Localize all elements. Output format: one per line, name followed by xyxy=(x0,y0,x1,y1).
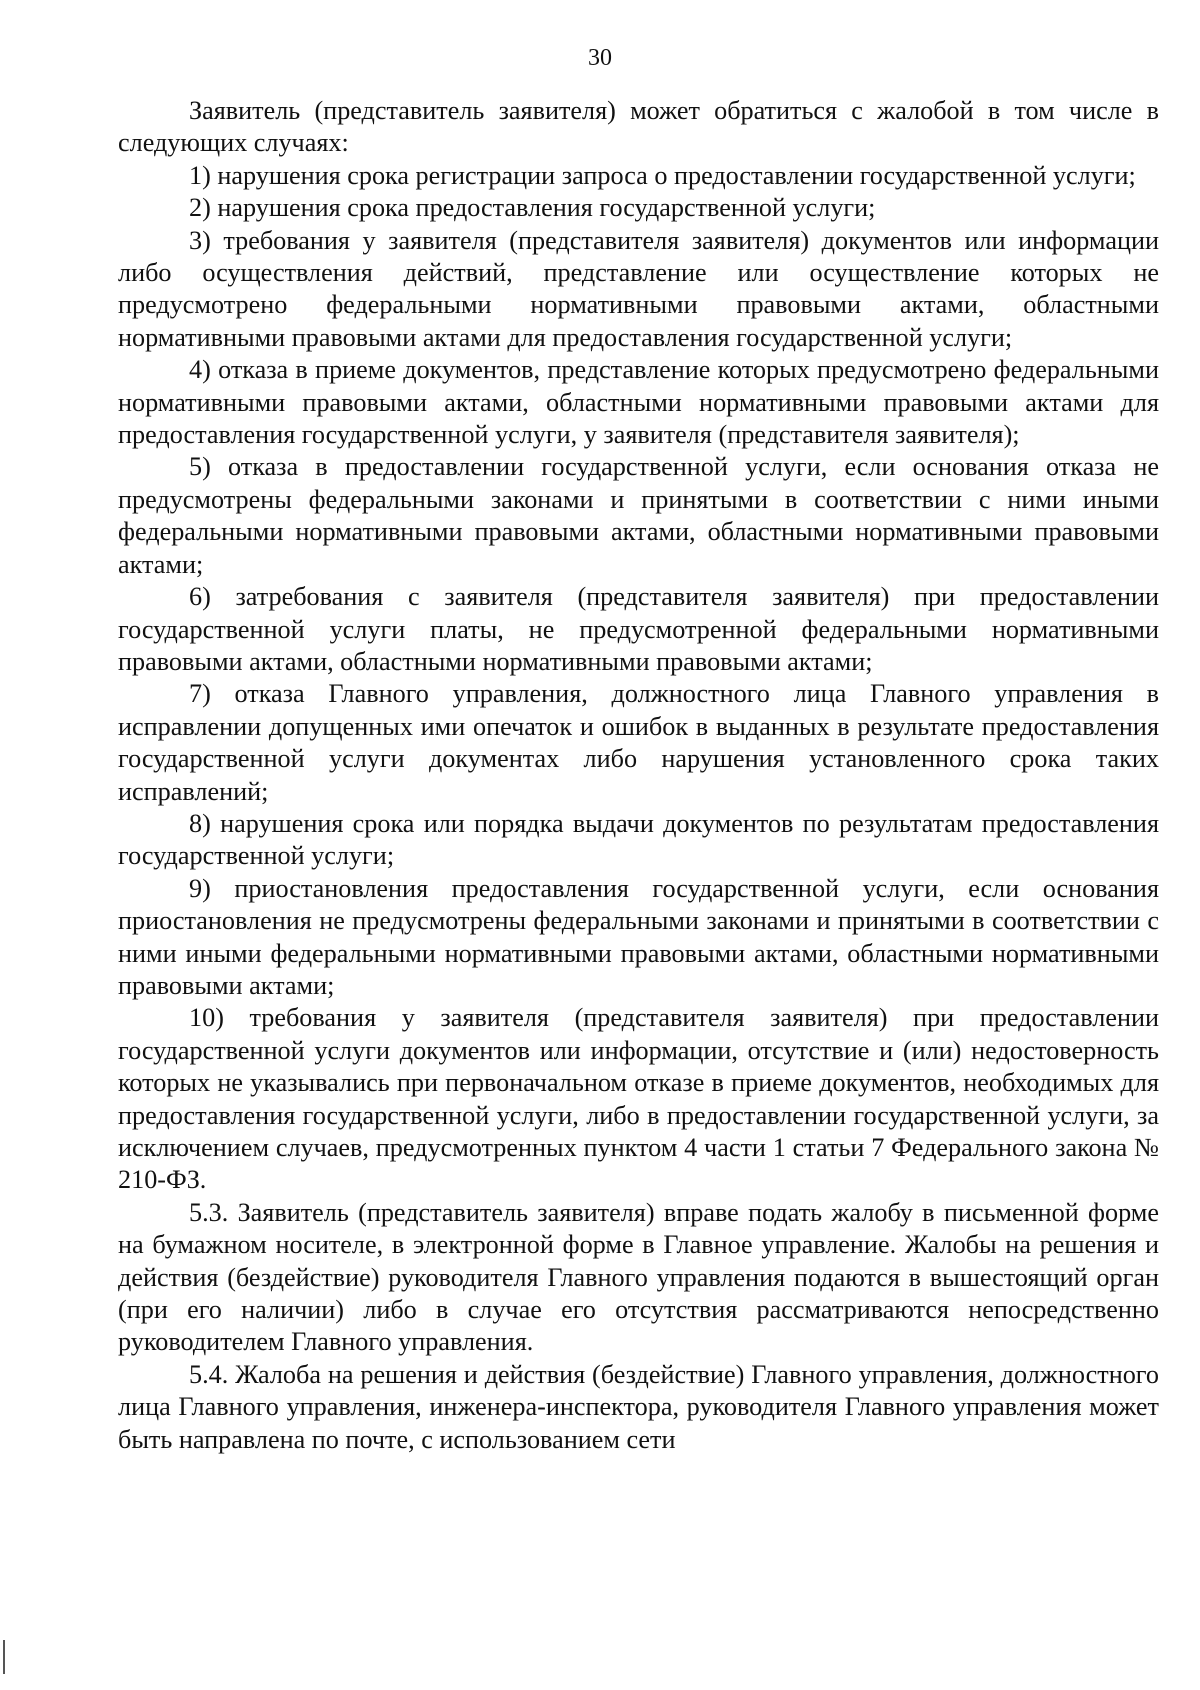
paragraph: 2) нарушения срока предоставления государственной услуги; xyxy=(189,193,876,223)
paragraph: Заявитель (представитель заявителя) может обратиться с жалобой в том числе в следующих случаях: xyxy=(118,96,1159,158)
paragraph: 5.3. Заявитель (представитель заявителя) вправе подать жалобу в письменной форме на бумажном носителе, в электронной форме в Главное управление. Жалобы на решения и действия (бездействие) руководителя Главного управления подаются в вышестоящий орган (при его наличии) либо в случае его отсутствия рассматриваются непосредственно руководителем Главного управления. xyxy=(118,1197,1159,1357)
paragraph: 9) приостановления предоставления государственной услуги, если основания приостановления не предусмотрены федеральными законами и принятыми в соответствии с ними иными федеральными нормативными правовыми актами, областными нормативными правовыми актами; xyxy=(118,873,1159,1000)
paragraph: 4) отказа в приеме документов, представление которых предусмотрено федеральными нормативными правовыми актами, областными нормативными правовыми актами для предоставления государственной услуги, у заявителя (представителя заявителя); xyxy=(118,355,1159,450)
paragraph: 5) отказа в предоставлении государственной услуги, если основания отказа не предусмотрены федеральными законами и принятыми в соответствии с ними иными федеральными нормативными правовыми актами, областными нормативными правовыми актами; xyxy=(118,452,1159,579)
paragraph: 8) нарушения срока или порядка выдачи документов по результатам предоставления государственной услуги; xyxy=(118,808,1159,871)
paragraph: 5.4. Жалоба на решения и действия (бездействие) Главного управления, должностного лица Главного управления, инженера-инспектора, руководителя Главного управления может быть направлена по почте, с использованием сети xyxy=(118,1359,1159,1454)
document-body xyxy=(118,95,1159,1456)
paragraph: 3) требования у заявителя (представителя заявителя) документов или информации либо осуществления действий, представление или осуществление которых не предусмотрено федеральными нормативными правовыми актами, областными нормативными правовыми актами для предоставления государственной услуги; xyxy=(118,225,1159,352)
scan-edge-mark xyxy=(3,1640,5,1674)
page-number: 30 xyxy=(588,45,612,71)
paragraph: 7) отказа Главного управления, должностного лица Главного управления в исправлении допущенных ими опечаток и ошибок в выданных в результате предоставления государственной услуги документах либо нарушения установленного срока таких исправлений; xyxy=(118,679,1159,806)
paragraph: 10) требования у заявителя (представителя заявителя) при предоставлении государственной услуги документов или информации, отсутствие и (или) недостоверность которых не указывались при первоначальном отказе в приеме документов, необходимых для предоставления государственной услуги, либо в предоставлении государственной услуги, за исключением случаев, предусмотренных пунктом 4 части 1 статьи 7 Федерального закона № 210-ФЗ. xyxy=(118,1003,1159,1195)
paragraph: 6) затребования с заявителя (представителя заявителя) при предоставлении государственной услуги платы, не предусмотренной федеральными нормативными правовыми актами, областными нормативными правовыми актами; xyxy=(118,582,1159,676)
paragraph: 1) нарушения срока регистрации запроса о предоставлении государственной услуги; xyxy=(189,160,1136,190)
